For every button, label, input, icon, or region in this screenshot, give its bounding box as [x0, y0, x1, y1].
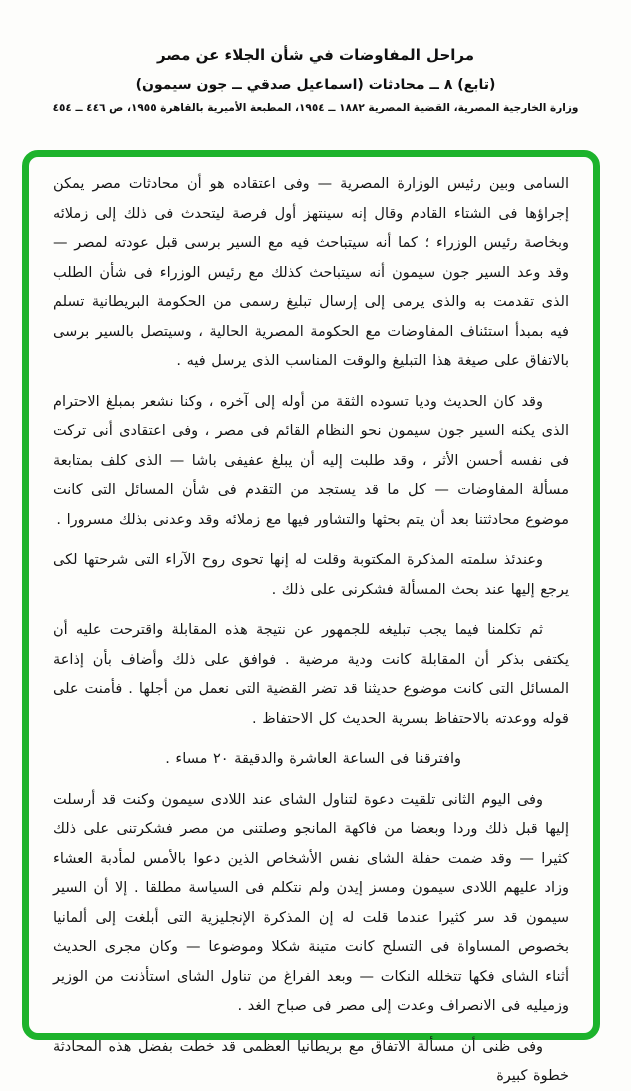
document-source-citation: وزارة الخارجية المصرية، القضية المصرية ١٨٨٢ ــ ١٩٥٤، المطبعة الأميرية بالقاهرة ١٩٥٥، ص ٤٤٦ ــ ٤٥٤: [52, 102, 579, 114]
body-paragraph: السامى وبين رئيس الوزارة المصرية — وفى اعتقاده هو أن محادثات مصر يمكن إجراؤها فى الشتاء القادم وقال إنه سينتهز أول فرصة ليتحدث فى ذلك إلى زملائه وبخاصة رئيس الوزراء ؛ كما أنه سيتباحث فيه مع السير برسى قبل عودته لمصر — وقد وعد السير جون سيمون أنه سيتباحث كذلك مع رئيس الوزراء فى شأن الطلب الذى تقدمت به والذى يرمى إلى إرسال تبليغ رسمى من الحكومة البريطانية تسلم فيه بمبدأ استئناف المفاوضات مع الحكومة المصرية الحالية ، وسيتصل بالسير برسى بالاتفاق على صيغة هذا التبليغ والوقت المناسب الذى يرسل فيه .: [53, 176, 569, 369]
annotation-highlight-box: [22, 150, 600, 1084]
document-title: مراحل المفاوضات في شأن الجلاء عن مصر: [156, 46, 475, 64]
document-subtitle: (تابع) ٨ ــ محادثات (اسماعيل صدقي ــ جون سيمون): [135, 77, 496, 93]
document-header: [0, 0, 631, 114]
body-paragraph: وقد كان الحديث وديا تسوده الثقة من أوله إلى آخره ، وكنا نشعر بمبلغ الاحترام الذى يكنه السير جون سيمون نحو النظام القائم فى مصر ، وفى اعتقادى أنى تركت فى نفسه أحسن الأثر ، وقد طلبت إليه أن يبلغ عفيفى باشا — الذى كلف بمتابعة مسألة المفاوضات — كل ما قد يستجد من التقدم فى شأن المسائل التى كانت موضوع محادثتنا بعد أن يتم بحثها والتشاور فيها مع زملائه وقد وعدنى بذلك مسرورا .: [53, 393, 569, 528]
body-paragraph: ثم تكلمنا فيما يجب تبليغه للجمهور عن نتيجة هذه المقابلة واقترحت عليه أن يكتفى بذكر أن المقابلة كانت ودية مرضية . فوافق على ذلك وأضاف بأن إذاعة المسائل التى كانت موضوع حديثنا قد تضر القضية التى نعمل من أجلها . فأمنت على قوله ووعدته بالاحتفاظ بسرية الحديث كل الاحتفاظ .: [53, 622, 569, 727]
body-paragraph: وفى اليوم الثانى تلقيت دعوة لتناول الشاى عند اللادى سيمون وكنت قد أرسلت إليها قبل ذلك وردا وبعضا من فاكهة المانجو وصلتنى من مصر فشكرتنى على ذلك كثيرا — وقد ضمت حفلة الشاى نفس الأشخاص الذين دعوا بالأمس لمأدبة العشاء وزاد عليهم اللادى سيمون ومسز إيدن ولم نتكلم فى السياسة مطلقا . إلا أن السير سيمون قد سر كثيرا عندما قلت له إن المذكرة الإنجليزية التى أبلغت إلى ألمانيا بخصوص المساواة فى التسلح كانت متينة شكلا وموضوعا — وكان مجرى الحديث أثناء الشاى فكها تتخلله النكات — وبعد الفراغ من تناول الشاى استأذنت من الوزير وزميليه فى الانصراف وعدت إلى مصر فى صباح الغد .: [53, 791, 569, 1014]
body-paragraph-meeting-end-time: وافترقنا فى الساعة العاشرة والدقيقة ٢٠ مساء .: [165, 751, 461, 767]
body-paragraph: وعندئذ سلمته المذكرة المكتوبة وقلت له إنها تحوى روح الآراء التى شرحتها لكى يرجع إليها عند بحث المسألة فشكرنى على ذلك .: [53, 552, 569, 598]
document-body: [53, 170, 569, 1092]
body-paragraph: وفى ظنى أن مسألة الاتفاق مع بريطانيا العظمى قد خطت بفضل هذه المحادثة خطوة كبيرة: [53, 1038, 569, 1084]
